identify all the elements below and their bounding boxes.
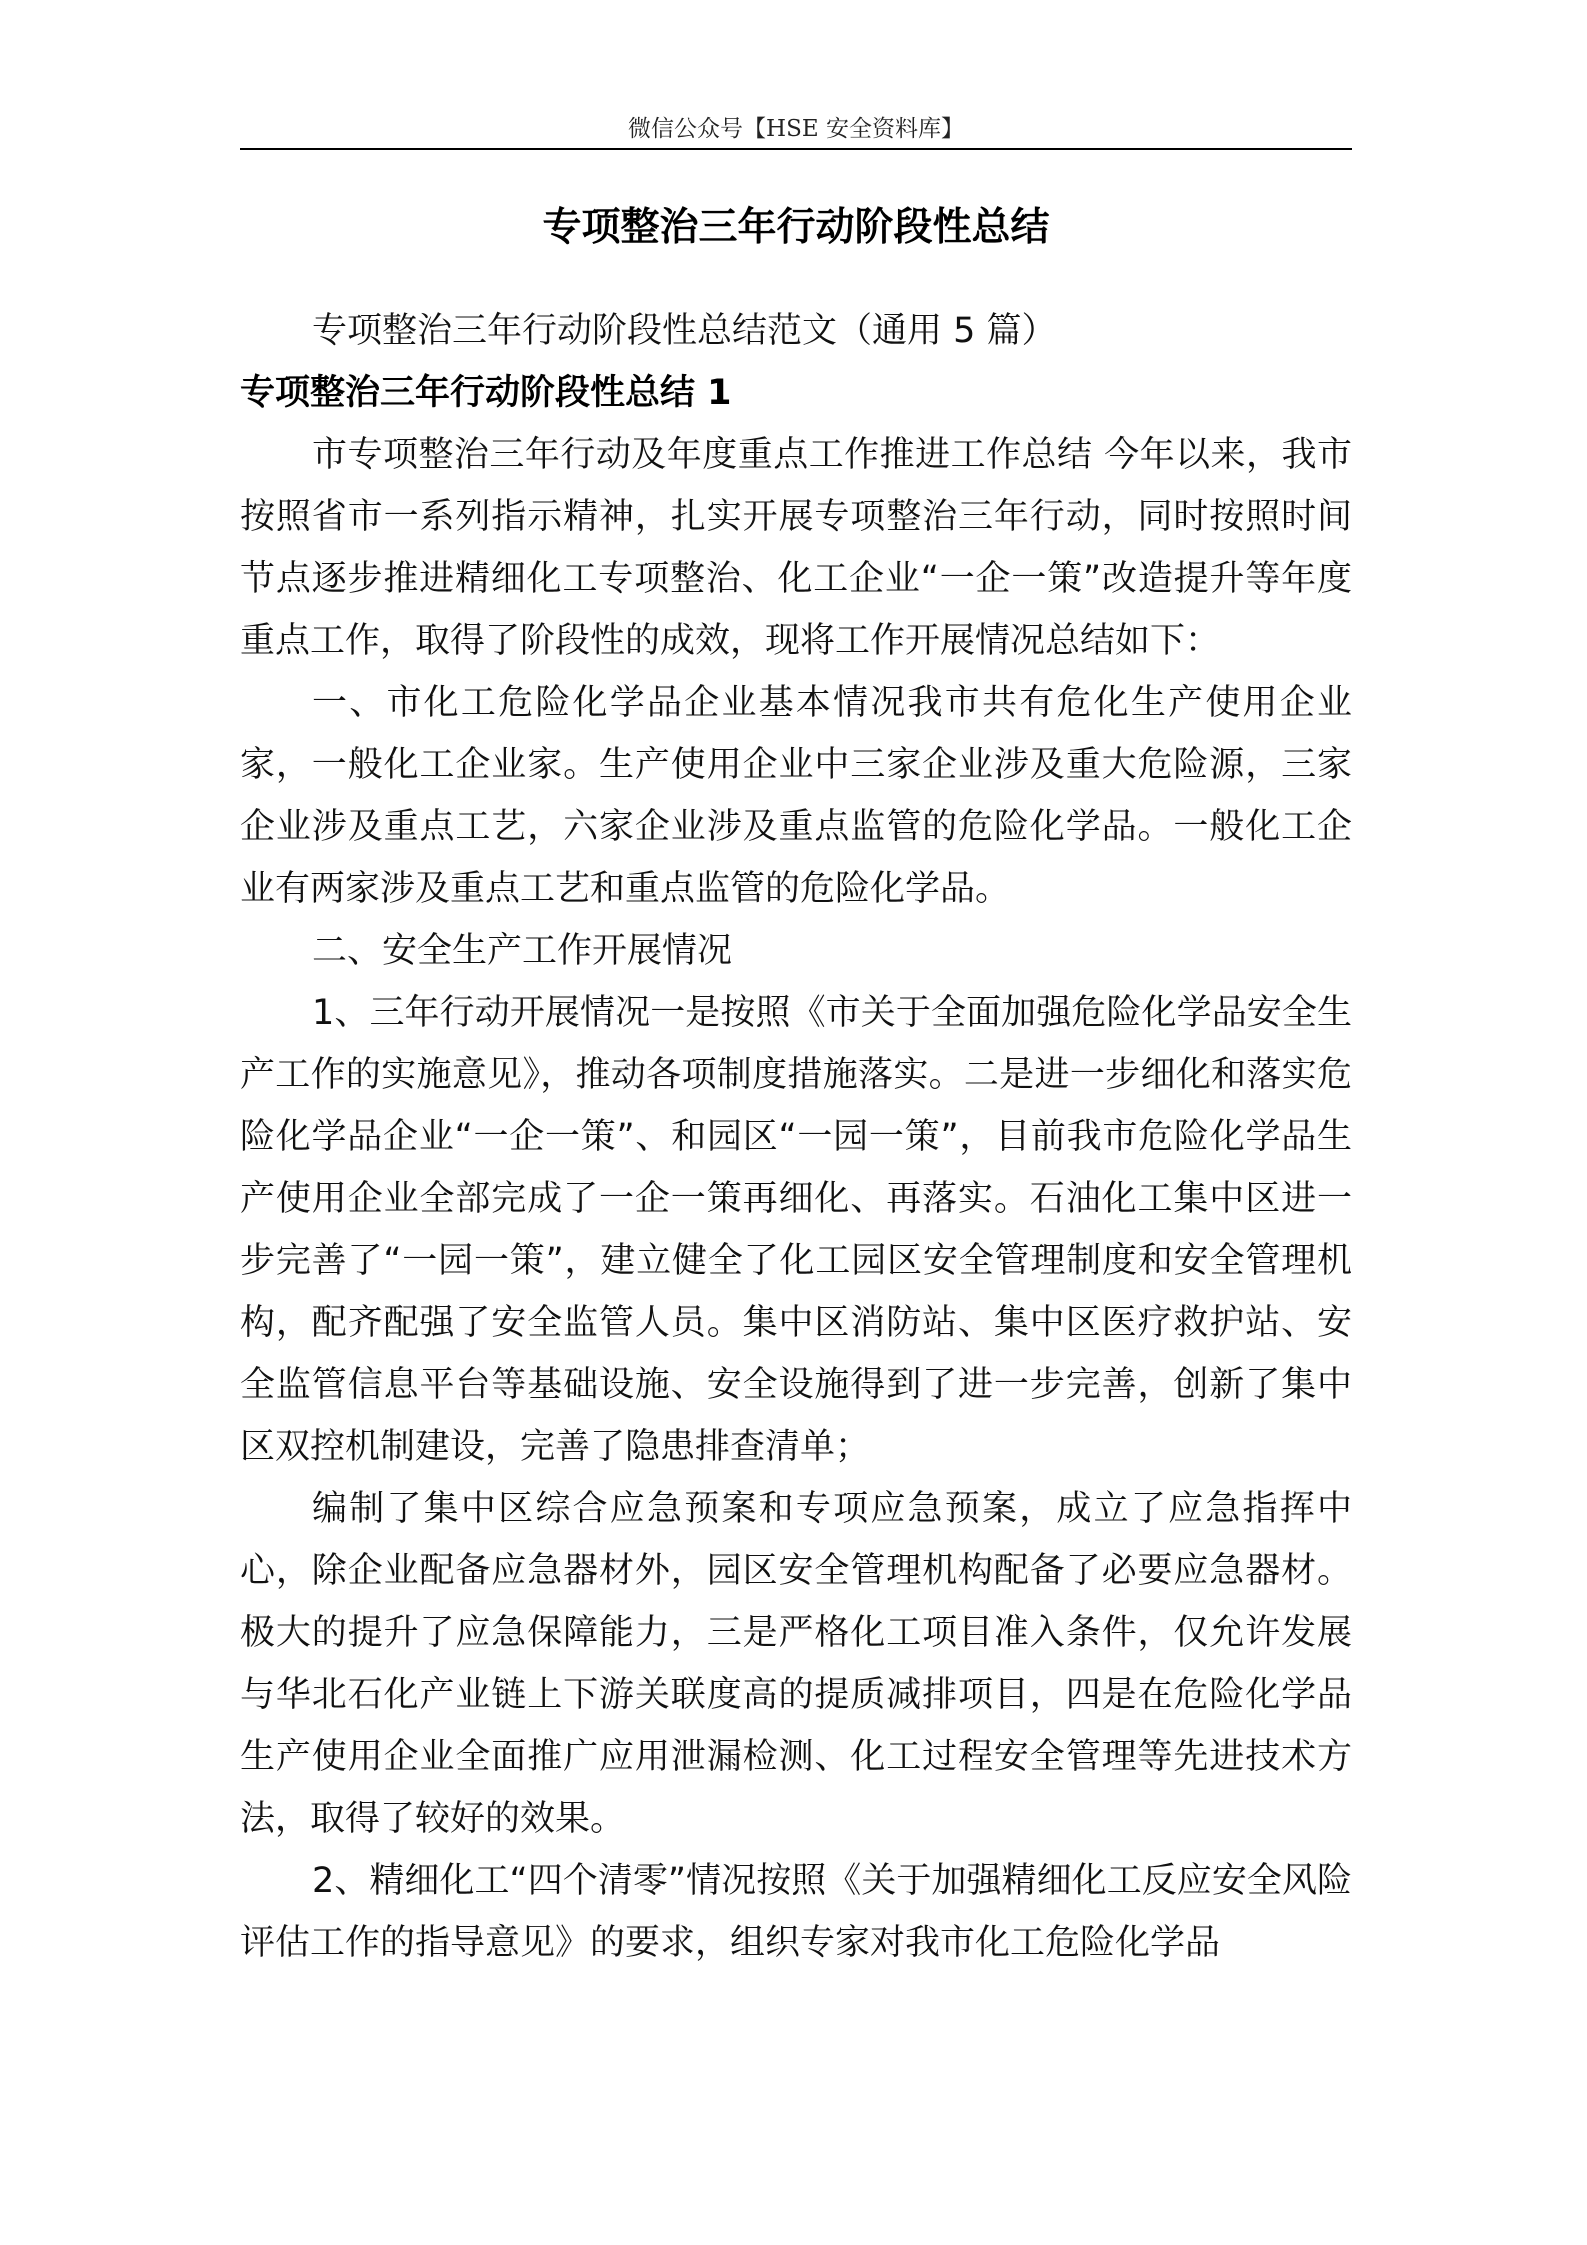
header-divider <box>240 148 1352 150</box>
page-header: 微信公众号【HSE 安全资料库】 <box>628 116 964 142</box>
paragraph: 一、市化工危险化学品企业基本情况我市共有危化生产使用企业家，一般化工企业家。生产使用企业中三家企业涉及重大危险源，三家企业涉及重点工艺，六家企业涉及重点监管的危险化学品。一般化工企业有两家涉及重点工艺和重点监管的危险化学品。 <box>240 683 1352 909</box>
subtitle: 专项整治三年行动阶段性总结范文（通用 5 篇） <box>312 311 1057 351</box>
paragraph: 市专项整治三年行动及年度重点工作推进工作总结 今年以来，我市按照省市一系列指示精神，扎实开展专项整治三年行动，同时按照时间节点逐步推进精细化工专项整治、化工企业“一企一策”改造提升等年度重点工作，取得了阶段性的成效，现将工作开展情况总结如下： <box>240 435 1352 661</box>
paragraph: 2、精细化工“四个清零”情况按照《关于加强精细化工反应安全风险评估工作的指导意见》的要求，组织专家对我市化工危险化学品 <box>240 1861 1352 1963</box>
section-heading: 专项整治三年行动阶段性总结 1 <box>240 373 732 413</box>
paragraph: 1、三年行动开展情况一是按照《市关于全面加强危险化学品安全生产工作的实施意见》，推动各项制度措施落实。二是进一步细化和落实危险化学品企业“一企一策”、和园区“一园一策”，目前我市危险化学品生产使用企业全部完成了一企一策再细化、再落实。石油化工集中区进一步完善了“一园一策”，建立健全了化工园区安全管理制度和安全管理机构，配齐配强了安全监管人员。集中区消防站、集中区医疗救护站、安全监管信息平台等基础设施、安全设施得到了进一步完善，创新了集中区双控机制建设，完善了隐患排查清单； <box>240 993 1352 1467</box>
paragraph: 编制了集中区综合应急预案和专项应急预案，成立了应急指挥中心，除企业配备应急器材外，园区安全管理机构配备了必要应急器材。极大的提升了应急保障能力，三是严格化工项目准入条件，仅允许发展与华北石化产业链上下游关联度高的提质减排项目，四是在危险化学品生产使用企业全面推广应用泄漏检测、化工过程安全管理等先进技术方法，取得了较好的效果。 <box>240 1489 1352 1839</box>
document-body <box>240 300 1352 1974</box>
paragraph: 二、安全生产工作开展情况 <box>312 931 733 971</box>
document-title: 专项整治三年行动阶段性总结 <box>542 205 1050 250</box>
